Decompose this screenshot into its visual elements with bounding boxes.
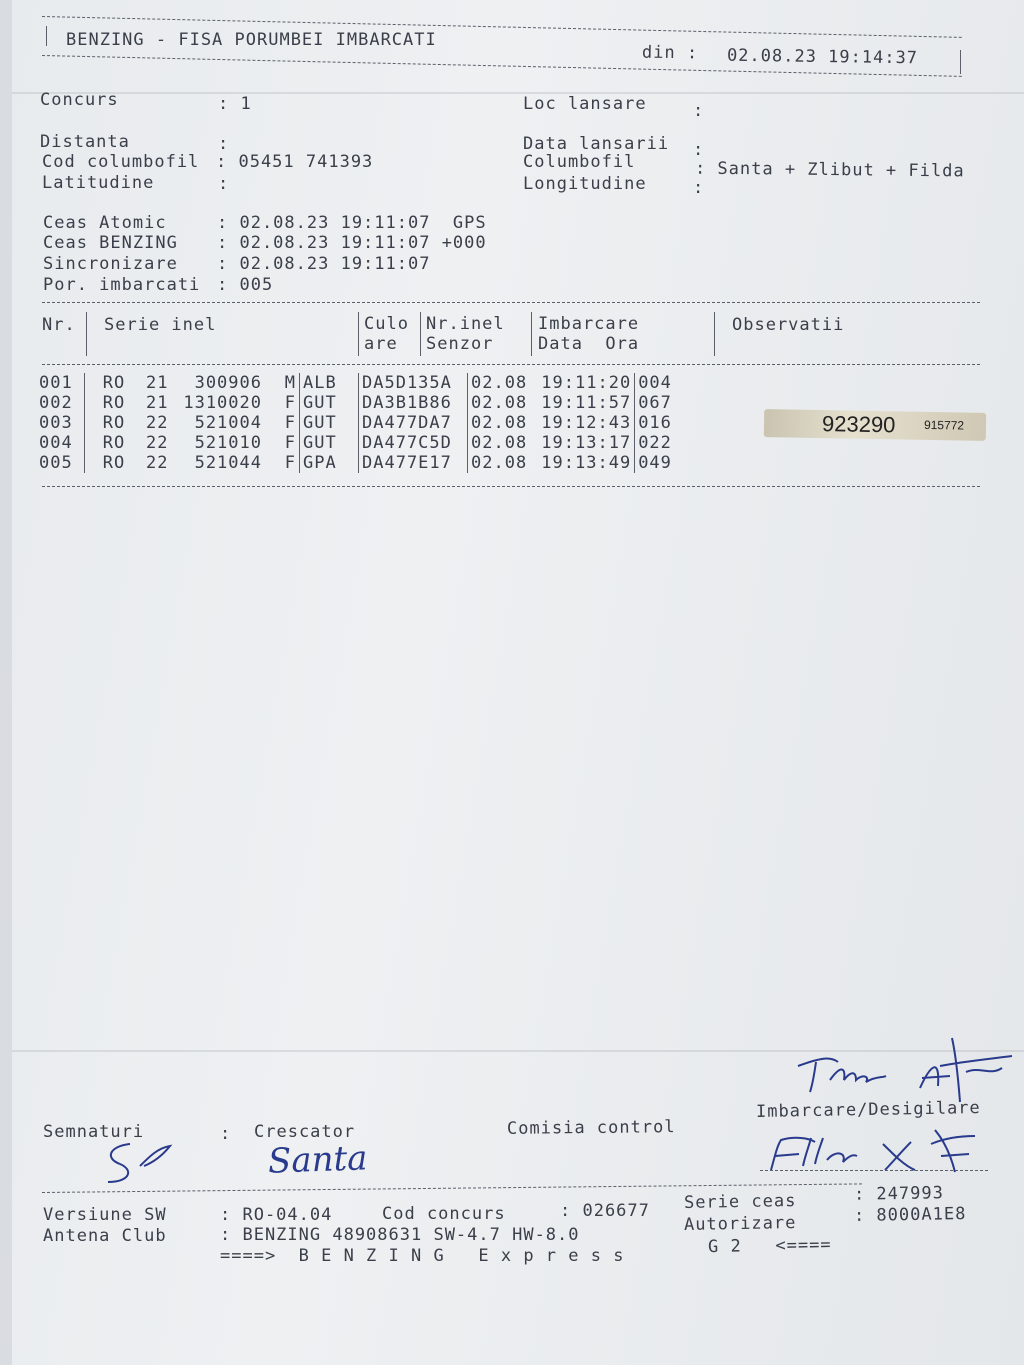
cell-an: 21 (146, 373, 169, 393)
cell-observatii: 004 (638, 373, 672, 393)
antena-club-label: Antena Club (43, 1226, 167, 1246)
col-serie-header: Serie inel (104, 315, 217, 335)
concurs-value: : 1 (218, 94, 252, 114)
signature-imbarcare-upper (790, 1036, 1024, 1106)
cell-an: 21 (146, 393, 169, 413)
cell-senzor: DA5D135A (359, 373, 468, 393)
table-row (36, 433, 681, 453)
serie-ceas-label: Serie ceas (683, 1191, 797, 1213)
comisia-control-label: Comisia control (506, 1117, 676, 1139)
cell-senzor: DA477DA7 (359, 413, 468, 433)
col-senzor-header-2: Senzor (426, 334, 494, 354)
concurs-label: Concurs (40, 90, 119, 110)
cell-nr: 002 (36, 393, 85, 413)
col-culoare-header-2: are (364, 334, 398, 354)
cell-tara: RO (102, 413, 126, 433)
paper-fold (12, 92, 1024, 94)
cell-senzor: DA477C5D (359, 433, 468, 453)
cell-sex: F (265, 413, 300, 433)
data-lansarii-value: : (693, 140, 705, 160)
signature-imbarcare-lower (765, 1126, 985, 1176)
cell-data: 02.08 (471, 433, 528, 453)
col-imbarcare-header-2: Data Ora (538, 334, 640, 354)
columbofil-label: Columbofil (523, 152, 636, 172)
table-divider (531, 312, 532, 356)
table-row (36, 453, 681, 473)
col-senzor-header-1: Nr.inel (426, 314, 505, 334)
ceas-benzing-value: : 02.08.23 19:11:07 +000 (217, 233, 487, 253)
cell-nr: 001 (36, 373, 85, 393)
cell-sex: F (265, 393, 300, 413)
cell-an: 22 (146, 413, 169, 433)
cell-inel: 521010 (194, 433, 262, 453)
ceas-benzing-label: Ceas BENZING (43, 233, 178, 253)
cell-an: 22 (146, 453, 169, 473)
cell-inel: 300906 (194, 373, 262, 393)
sticker-small-number: 915772 (923, 417, 965, 433)
table-row (36, 373, 681, 393)
table-bottom-border (42, 486, 980, 487)
cod-concurs-value: : 026677 (560, 1201, 650, 1221)
cell-nr: 003 (36, 413, 85, 433)
semnaturi-label: Semnaturi (43, 1122, 145, 1142)
crescator-label: Crescator (254, 1122, 356, 1142)
cell-nr: 004 (36, 433, 85, 453)
table-divider (86, 312, 87, 356)
longitudine-label: Longitudine (523, 174, 647, 194)
signature-semnaturi (100, 1136, 180, 1188)
cell-culoare: GUT (300, 393, 359, 413)
cell-an: 22 (146, 433, 169, 453)
cell-culoare: GUT (300, 433, 359, 453)
cell-senzor: DA477E17 (359, 453, 468, 473)
cell-sex: F (265, 433, 300, 453)
cell-observatii: 022 (638, 433, 672, 453)
cell-data: 02.08 (471, 373, 528, 393)
cod-concurs-label: Cod concurs (382, 1204, 506, 1224)
document-title: BENZING - FISA PORUMBEI IMBARCATI (66, 30, 437, 50)
cell-tara: RO (102, 453, 126, 473)
porumbei-imbarcati-value: : 005 (217, 275, 274, 295)
data-lansarii-label: Data lansarii (523, 134, 670, 154)
cell-ora: 19:13:49 (530, 453, 635, 473)
header-left-edge (46, 26, 47, 46)
sincronizare-value: : 02.08.23 19:11:07 (217, 254, 431, 274)
longitudine-value: : (693, 178, 705, 198)
cod-columbofil-value: : 05451 741393 (216, 152, 374, 172)
col-nr-header: Nr. (42, 315, 76, 335)
col-observatii-header: Observatii (732, 315, 845, 335)
semnaturi-colon: : (220, 1124, 232, 1144)
sticker-main-number: 923290 (821, 411, 896, 438)
sincronizare-label: Sincronizare (43, 254, 178, 274)
cell-culoare: GPA (300, 453, 359, 473)
table-top-border (42, 302, 980, 303)
express-line: ====> B E N Z I N G E x p r e s s (220, 1246, 625, 1266)
table-header-border (42, 364, 980, 365)
table-row (36, 393, 681, 413)
latitudine-label: Latitudine (42, 173, 155, 193)
header-right-edge (960, 50, 961, 74)
pigeons-table (36, 373, 681, 473)
cell-nr: 005 (36, 453, 85, 473)
latitudine-value: : (218, 174, 230, 194)
cell-tara: RO (102, 373, 126, 393)
cell-sex: M (265, 373, 300, 393)
distanta-label: Distanta (40, 132, 130, 152)
cell-inel: 521044 (194, 453, 262, 473)
cell-data: 02.08 (471, 413, 528, 433)
cell-tara: RO (102, 393, 126, 413)
loc-lansare-label: Loc lansare (523, 94, 647, 114)
table-divider (714, 312, 715, 356)
g2-line: G 2 <==== (707, 1234, 832, 1258)
signature-crescator: Santa (267, 1138, 369, 1182)
serie-ceas-value: : 247993 (853, 1183, 945, 1205)
col-imbarcare-header-1: Imbarcare (538, 314, 640, 334)
cell-observatii: 049 (638, 453, 672, 473)
col-culoare-header-1: Culo (364, 314, 409, 334)
cell-observatii: 067 (638, 393, 672, 413)
cell-inel: 521004 (194, 413, 262, 433)
columbofil-value: : Santa + Zlibut + Filda (694, 158, 965, 182)
cod-columbofil-label: Cod columbofil (42, 152, 200, 172)
cell-ora: 19:11:20 (530, 373, 635, 393)
print-date-value: 02.08.23 19:14:37 (726, 45, 919, 69)
cell-observatii: 016 (638, 413, 672, 433)
cell-ora: 19:13:17 (530, 433, 635, 453)
cell-inel: 1310020 (183, 393, 262, 413)
cell-data: 02.08 (471, 393, 528, 413)
cell-culoare: GUT (300, 413, 359, 433)
imbarcare-desigilare-label: Imbarcare/Desigilare (755, 1098, 981, 1122)
cell-data: 02.08 (471, 453, 528, 473)
cell-tara: RO (102, 433, 126, 453)
versiune-sw-label: Versiune SW (43, 1205, 167, 1225)
distanta-value: : (218, 134, 230, 154)
cell-sex: F (265, 453, 300, 473)
table-row (36, 413, 681, 433)
porumbei-imbarcati-label: Por. imbarcati (43, 275, 201, 295)
autorizare-label: Autorizare (683, 1213, 797, 1235)
cell-culoare: ALB (300, 373, 359, 393)
autorizare-value: : 8000A1E8 (853, 1204, 967, 1226)
ceas-atomic-label: Ceas Atomic (43, 213, 167, 233)
ceas-atomic-value: : 02.08.23 19:11:07 GPS (217, 213, 487, 233)
loc-lansare-value: : (693, 101, 705, 121)
antena-club-value: : BENZING 48908631 SW-4.7 HW-8.0 (220, 1225, 580, 1245)
print-date-label: din : (641, 42, 699, 64)
signature-line (760, 1170, 988, 1171)
seal-sticker (764, 409, 986, 441)
cell-ora: 19:12:43 (530, 413, 635, 433)
cell-senzor: DA3B1B86 (359, 393, 468, 413)
versiune-sw-value: : RO-04.04 (220, 1205, 333, 1225)
table-divider (358, 312, 359, 356)
table-divider (420, 312, 421, 356)
cell-ora: 19:11:57 (530, 393, 635, 413)
